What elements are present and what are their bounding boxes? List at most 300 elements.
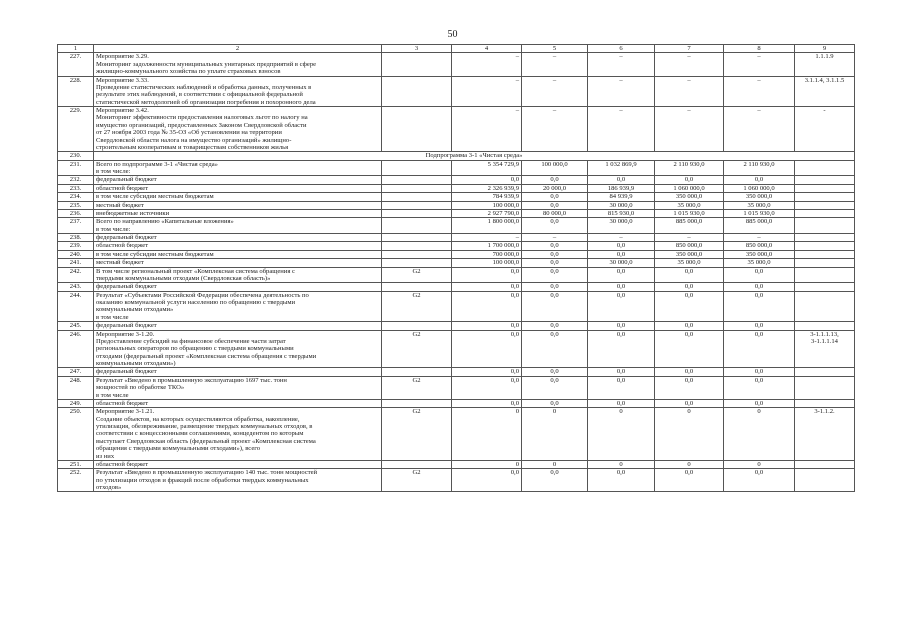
row-value: 0,0 [588, 469, 655, 492]
row-value: 0,0 [724, 291, 795, 322]
cell-line: Мероприятие 3-1.20. [96, 330, 155, 338]
row-value: 0,0 [588, 376, 655, 399]
cell-line: Мониторинг задолженности муниципальных унитарных предприятий в сфере [96, 60, 317, 68]
cell-line: федеральный бюджет [96, 322, 157, 330]
row-value: 1 032 869,9 [588, 160, 655, 176]
row-number: 233. [58, 184, 94, 192]
row-value: 35 000,0 [655, 259, 724, 267]
row-value: 0,0 [655, 267, 724, 283]
table-row [58, 234, 855, 242]
row-description [94, 242, 382, 250]
row-value: 0 [655, 408, 724, 461]
table-row [58, 160, 855, 176]
row-description [94, 376, 382, 399]
row-value: 0,0 [452, 176, 522, 184]
row-value: – [655, 53, 724, 76]
row-value: – [588, 76, 655, 107]
row-code [382, 283, 452, 291]
row-code [382, 209, 452, 217]
subprogram-title: Подпрограмма 3-1 «Чистая среда» [94, 152, 855, 160]
row-value: 885 000,0 [724, 218, 795, 234]
cell-line: отходов» [96, 484, 122, 491]
cell-line: Всего по подпрограмме 3-1 «Чистая среда» [96, 160, 218, 168]
row-value: 0,0 [588, 399, 655, 407]
table-row [58, 408, 855, 461]
row-value: 850 000,0 [655, 242, 724, 250]
row-target [795, 193, 855, 201]
row-number: 244. [58, 291, 94, 322]
header-row [58, 45, 855, 53]
table-row [58, 242, 855, 250]
cell-line: соответствии с концессионными соглашениями, концедентом по которым [96, 430, 304, 438]
row-value: – [724, 76, 795, 107]
row-value: 0,0 [655, 469, 724, 492]
row-description [94, 259, 382, 267]
row-description [94, 250, 382, 258]
row-description [94, 107, 382, 152]
row-value: 1 015 930,0 [655, 209, 724, 217]
table-row [58, 283, 855, 291]
row-target [795, 218, 855, 234]
row-value: 100 000,0 [452, 259, 522, 267]
row-value: 35 000,0 [724, 201, 795, 209]
row-value: 0,0 [724, 399, 795, 407]
row-target [795, 291, 855, 322]
row-target [795, 259, 855, 267]
row-description [94, 218, 382, 234]
row-value: 0,0 [588, 176, 655, 184]
cell-line: по утилизации отходов и фракций после обработки твердых коммунальных [96, 476, 309, 484]
cell-line: федеральный бюджет [96, 176, 157, 184]
row-value: 0 [724, 408, 795, 461]
row-code [382, 259, 452, 267]
table-row [58, 399, 855, 407]
row-target [795, 460, 855, 468]
column-header: 7 [655, 45, 724, 53]
row-value: 0,0 [522, 218, 588, 234]
table-row [58, 209, 855, 217]
cell-line: коммунальными отходами») [96, 360, 176, 367]
row-number: 251. [58, 460, 94, 468]
row-value: 0,0 [655, 399, 724, 407]
cell-line: в том числе: [96, 225, 131, 233]
cell-line: региональных операторов по обращению с твердыми коммунальными [96, 345, 294, 353]
row-value: 0 [522, 408, 588, 461]
row-value: 30 000,0 [588, 201, 655, 209]
row-value: 0,0 [724, 330, 795, 368]
row-value: 0,0 [452, 469, 522, 492]
row-description [94, 76, 382, 107]
table-row [58, 376, 855, 399]
table-row [58, 330, 855, 368]
row-value: 350 000,0 [655, 193, 724, 201]
row-value: 30 000,0 [588, 259, 655, 267]
row-value: – [724, 53, 795, 76]
cell-line: из них [96, 452, 115, 460]
row-code: G2 [382, 291, 452, 322]
table-row [58, 76, 855, 107]
row-target [795, 209, 855, 217]
row-value: 0 [522, 460, 588, 468]
row-target [795, 53, 855, 76]
table-row [58, 291, 855, 322]
row-target [795, 469, 855, 492]
row-value: 30 000,0 [588, 218, 655, 234]
cell-line: отходами (федеральный проект «Комплексная система обращения с твердыми [96, 352, 317, 360]
row-value: 0,0 [588, 322, 655, 330]
row-target [795, 250, 855, 258]
row-description [94, 176, 382, 184]
row-number: 232. [58, 176, 94, 184]
table-row [58, 184, 855, 192]
row-target [795, 176, 855, 184]
row-value: 0,0 [522, 469, 588, 492]
row-target [795, 399, 855, 407]
cell-line: местный бюджет [96, 259, 144, 267]
row-target [795, 201, 855, 209]
row-value: 35 000,0 [724, 259, 795, 267]
row-value: 700 000,0 [452, 250, 522, 258]
row-value: – [588, 53, 655, 76]
program-table [57, 44, 855, 492]
row-number: 227. [58, 53, 94, 76]
row-value: – [588, 107, 655, 152]
table-body [58, 45, 855, 492]
row-description [94, 184, 382, 192]
row-description [94, 469, 382, 492]
row-value: 0,0 [522, 176, 588, 184]
cell-line: мощностей по обработке ТКО» [96, 384, 185, 392]
row-value: 0 [724, 460, 795, 468]
row-value: 815 930,0 [588, 209, 655, 217]
row-code [382, 201, 452, 209]
row-code [382, 218, 452, 234]
row-value: 0,0 [522, 291, 588, 322]
row-value: 0,0 [452, 291, 522, 322]
cell-line: от 27 ноября 2003 года № 35-ОЗ «Об установлении на территории [96, 129, 282, 137]
row-value: – [522, 107, 588, 152]
row-value: 0,0 [588, 250, 655, 258]
row-number: 247. [58, 368, 94, 376]
row-value: 0,0 [588, 267, 655, 283]
row-number: 234. [58, 193, 94, 201]
row-value: 35 000,0 [655, 201, 724, 209]
row-value: 186 939,9 [588, 184, 655, 192]
row-value: 5 354 729,9 [452, 160, 522, 176]
row-value: 0,0 [655, 176, 724, 184]
cell-line: Мероприятие 3.33. [96, 76, 149, 84]
column-header: 3 [382, 45, 452, 53]
row-value: 1 060 000,0 [724, 184, 795, 192]
row-value: 0,0 [522, 242, 588, 250]
row-description [94, 291, 382, 322]
cell-line: жилищно-коммунального хозяйства по уплате страховых взносов [96, 68, 281, 76]
row-number: 239. [58, 242, 94, 250]
row-value: 0,0 [588, 368, 655, 376]
row-code [382, 234, 452, 242]
row-value: 0,0 [655, 283, 724, 291]
cell-line: Мероприятие 3.29. [96, 53, 149, 61]
cell-line: 3.1.1.4, 3.1.1.5 [804, 76, 845, 84]
row-value: 0,0 [655, 330, 724, 368]
row-value: 0,0 [452, 368, 522, 376]
row-value: 0,0 [452, 267, 522, 283]
row-value: 0,0 [588, 242, 655, 250]
row-value: 0,0 [522, 368, 588, 376]
cell-line: федеральный бюджет [96, 234, 157, 241]
cell-line: федеральный бюджет [96, 368, 157, 376]
row-number: 240. [58, 250, 94, 258]
row-value: – [452, 53, 522, 76]
row-value: 850 000,0 [724, 242, 795, 250]
row-value: 0,0 [452, 376, 522, 399]
row-value: 0,0 [522, 330, 588, 368]
row-value: – [724, 234, 795, 242]
row-code: G2 [382, 267, 452, 283]
cell-line: 3-1.1.2. [814, 408, 835, 416]
row-value: 0,0 [452, 283, 522, 291]
row-value: 1 800 000,0 [452, 218, 522, 234]
row-number: 248. [58, 376, 94, 399]
row-value: – [522, 234, 588, 242]
cell-line: 1.1.1.9 [815, 53, 834, 61]
cell-line: в том числе субсидии местным бюджетам [96, 250, 214, 258]
row-number: 229. [58, 107, 94, 152]
row-value: – [724, 107, 795, 152]
row-description [94, 234, 382, 242]
row-code: G2 [382, 376, 452, 399]
row-value: 0,0 [724, 283, 795, 291]
row-value: 20 000,0 [522, 184, 588, 192]
row-value: 350 000,0 [724, 250, 795, 258]
row-value: 0,0 [522, 193, 588, 201]
cell-line: Мониторинг эффективности предоставления налоговых льгот по налогу на [96, 114, 308, 122]
row-value: 0,0 [522, 259, 588, 267]
row-value: 0 [588, 408, 655, 461]
cell-line: строительным кооперативам и товариществам собственников жилья [96, 143, 289, 151]
row-value: 0,0 [522, 399, 588, 407]
table-row [58, 460, 855, 468]
row-number: 246. [58, 330, 94, 368]
cell-line: Создание объектов, на которых осуществляются обработка, накопление, [96, 415, 300, 423]
row-description [94, 160, 382, 176]
row-value: 1 015 930,0 [724, 209, 795, 217]
row-target [795, 330, 855, 368]
row-value: 0,0 [452, 399, 522, 407]
row-value: 1 700 000,0 [452, 242, 522, 250]
row-value: – [588, 234, 655, 242]
column-header: 1 [58, 45, 94, 53]
row-value: 0,0 [655, 376, 724, 399]
column-header: 8 [724, 45, 795, 53]
row-value: 0 [588, 460, 655, 468]
row-value: 0,0 [724, 368, 795, 376]
row-code [382, 160, 452, 176]
table-row [58, 218, 855, 234]
cell-line: оказанию коммунальной услуги населению по обращению с твердыми [96, 299, 296, 306]
cell-line: выступает Свердловская область (федеральный проект «Комплексная система [96, 437, 316, 445]
table-row [58, 469, 855, 492]
row-value: 0,0 [724, 322, 795, 330]
row-value: 0,0 [522, 376, 588, 399]
row-description [94, 322, 382, 330]
row-description [94, 368, 382, 376]
row-number: 242. [58, 267, 94, 283]
column-header: 2 [94, 45, 382, 53]
row-number: 235. [58, 201, 94, 209]
row-number: 237. [58, 218, 94, 234]
cell-line: Проведение статистических наблюдений и обработка данных, полученных в [96, 83, 312, 91]
row-number: 250. [58, 408, 94, 461]
row-value: 0,0 [588, 291, 655, 322]
row-number: 238. [58, 234, 94, 242]
row-target [795, 376, 855, 399]
row-number: 249. [58, 399, 94, 407]
cell-line: областной бюджет [96, 399, 149, 407]
table-row [58, 259, 855, 267]
row-value: 0 [452, 460, 522, 468]
table-row [58, 193, 855, 201]
row-value: 2 927 790,0 [452, 209, 522, 217]
cell-line: федеральный бюджет [96, 283, 157, 291]
cell-line: Свердловской области налога на имущество организаций» жилищно- [96, 136, 292, 144]
row-value: 2 326 939,9 [452, 184, 522, 192]
row-description [94, 201, 382, 209]
row-target [795, 234, 855, 242]
cell-line: Результат «Субъектами Российской Федерации обеспечена деятельность по [96, 291, 309, 299]
row-value: 0,0 [588, 330, 655, 368]
cell-line: Мероприятие 3.42. [96, 107, 149, 114]
row-target [795, 76, 855, 107]
row-value: 84 939,9 [588, 193, 655, 201]
cell-line: - [823, 107, 826, 114]
row-value: – [655, 234, 724, 242]
table-row [58, 267, 855, 283]
cell-line: коммунальными отходами» [96, 306, 174, 314]
row-number: 236. [58, 209, 94, 217]
cell-line: областной бюджет [96, 184, 149, 192]
cell-line: в том числе [96, 313, 129, 321]
row-value: 0,0 [655, 368, 724, 376]
row-target [795, 242, 855, 250]
cell-line: Предоставление субсидий на финансовое обеспечение части затрат [96, 337, 286, 345]
row-value: 0,0 [452, 330, 522, 368]
table-row [58, 176, 855, 184]
row-target [795, 283, 855, 291]
row-description [94, 53, 382, 76]
table-row [58, 322, 855, 330]
row-code: G2 [382, 330, 452, 368]
row-code [382, 460, 452, 468]
row-code [382, 193, 452, 201]
row-description [94, 399, 382, 407]
row-code [382, 399, 452, 407]
page-number: 50 [447, 29, 458, 40]
row-number: 230. [58, 152, 94, 160]
cell-line: в том числе [96, 391, 129, 399]
row-value: – [522, 76, 588, 107]
row-value: 0,0 [522, 201, 588, 209]
row-target [795, 267, 855, 283]
cell-line: Всего по направлению «Капитальные вложения» [96, 218, 234, 226]
row-value: 0,0 [452, 322, 522, 330]
row-value: 0,0 [724, 376, 795, 399]
row-value: 0 [655, 460, 724, 468]
row-value: 1 060 000,0 [655, 184, 724, 192]
row-description [94, 460, 382, 468]
row-code [382, 176, 452, 184]
row-value: 885 000,0 [655, 218, 724, 234]
table-row [58, 201, 855, 209]
row-code [382, 242, 452, 250]
row-code: G2 [382, 408, 452, 461]
table-row [58, 53, 855, 76]
row-number: 231. [58, 160, 94, 176]
row-value: – [452, 107, 522, 152]
row-description [94, 193, 382, 201]
cell-line: областной бюджет [96, 460, 149, 468]
row-number: 252. [58, 469, 94, 492]
row-value: 2 110 930,0 [724, 160, 795, 176]
row-value: 2 110 930,0 [655, 160, 724, 176]
cell-line: В том числе региональный проект «Комплексная система обращения с [96, 267, 295, 275]
row-value: 0,0 [655, 322, 724, 330]
subprogram-row [58, 152, 855, 160]
row-target [795, 322, 855, 330]
cell-line: статистической методологией об организации погребения и похоронного дела [96, 98, 316, 106]
row-value: 100 000,0 [452, 201, 522, 209]
cell-line: Результат «Введено в промышленную эксплуатацию 1697 тыс. тонн [96, 376, 287, 384]
row-value: 0,0 [522, 267, 588, 283]
row-description [94, 330, 382, 368]
row-value: – [655, 107, 724, 152]
cell-line: Мероприятие 3-1.21. [96, 408, 155, 416]
cell-line: местный бюджет [96, 201, 144, 209]
row-number: 241. [58, 259, 94, 267]
cell-line: в том числе субсидии местным бюджетам [96, 193, 214, 201]
cell-line: 3-1.1.1.13, [810, 330, 839, 338]
row-target [795, 408, 855, 461]
row-value: 80 000,0 [522, 209, 588, 217]
row-value: 350 000,0 [724, 193, 795, 201]
row-value: 0,0 [724, 469, 795, 492]
row-description [94, 283, 382, 291]
cell-line: внебюджетные источники [96, 209, 170, 217]
column-header: 9 [795, 45, 855, 53]
row-description [94, 209, 382, 217]
row-number: 243. [58, 283, 94, 291]
row-value: – [522, 53, 588, 76]
row-value: 100 000,0 [522, 160, 588, 176]
row-value: 0 [452, 408, 522, 461]
row-code [382, 184, 452, 192]
row-target [795, 160, 855, 176]
row-number: 228. [58, 76, 94, 107]
row-target [795, 368, 855, 376]
row-target [795, 184, 855, 192]
table-row [58, 250, 855, 258]
cell-line: Результат «Введено в промышленную эксплуатацию 140 тыс. тонн мощностей [96, 469, 318, 477]
row-code: G2 [382, 469, 452, 492]
cell-line: в том числе: [96, 168, 131, 175]
row-target [795, 107, 855, 152]
row-description [94, 408, 382, 461]
row-code [382, 250, 452, 258]
table-row [58, 368, 855, 376]
row-code [382, 53, 452, 76]
column-header: 5 [522, 45, 588, 53]
row-number: 245. [58, 322, 94, 330]
